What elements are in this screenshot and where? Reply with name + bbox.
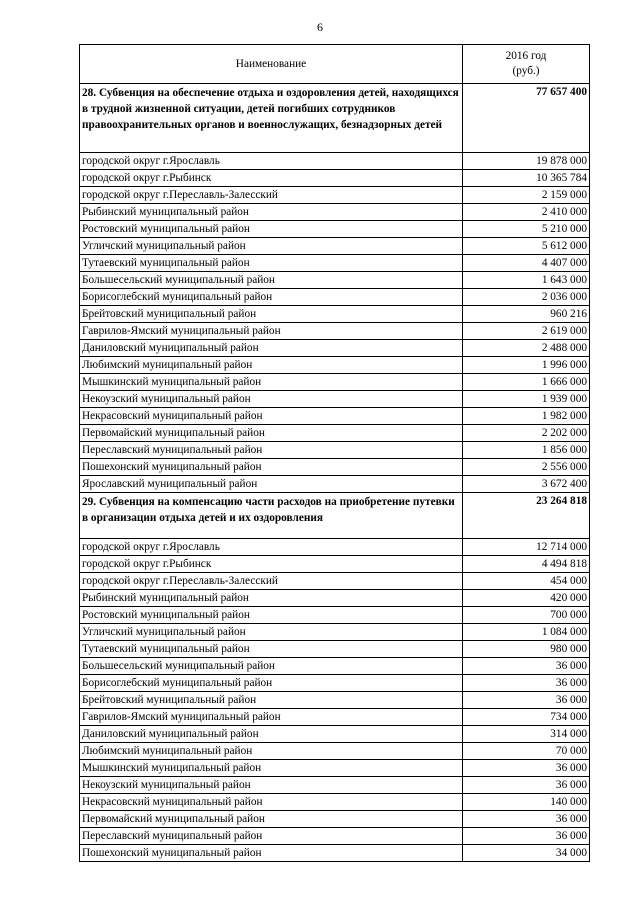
amount-value: 1 084 000 xyxy=(463,624,590,641)
amount-value: 10 365 784 xyxy=(463,170,590,187)
section-total: 77 657 400 xyxy=(463,84,590,153)
municipality-name: Даниловский муниципальный район xyxy=(80,726,463,743)
table-row xyxy=(80,828,590,845)
municipality-name: городской округ г.Рыбинск xyxy=(80,556,463,573)
year-header-label: 2016 год xyxy=(505,50,547,62)
municipality-name: Переславский муниципальный район xyxy=(80,828,463,845)
page-number: 6 xyxy=(317,20,323,34)
municipality-name: Некоузский муниципальный район xyxy=(80,777,463,794)
section-total: 23 264 818 xyxy=(463,493,590,539)
amount-value: 454 000 xyxy=(463,573,590,590)
municipality-name: Рыбинский муниципальный район xyxy=(80,590,463,607)
municipality-name: Борисоглебский муниципальный район xyxy=(80,289,463,306)
table-row xyxy=(80,442,590,459)
table-row xyxy=(80,170,590,187)
table-row xyxy=(80,539,590,556)
table-row xyxy=(80,221,590,238)
table-row xyxy=(80,709,590,726)
municipality-name: городской округ г.Переславль-Залесский xyxy=(80,573,463,590)
table-row xyxy=(80,323,590,340)
amount-value: 2 036 000 xyxy=(463,289,590,306)
amount-value: 1 643 000 xyxy=(463,272,590,289)
amount-value: 1 996 000 xyxy=(463,357,590,374)
table-row xyxy=(80,425,590,442)
amount-value: 1 666 000 xyxy=(463,374,590,391)
municipality-name: городской округ г.Переславль-Залесский xyxy=(80,187,463,204)
amount-value: 4 407 000 xyxy=(463,255,590,272)
table-row xyxy=(80,624,590,641)
amount-value: 140 000 xyxy=(463,794,590,811)
table-row xyxy=(80,255,590,272)
table-row xyxy=(80,743,590,760)
amount-value: 2 556 000 xyxy=(463,459,590,476)
municipality-name: Гаврилов-Ямский муниципальный район xyxy=(80,323,463,340)
amount-value: 700 000 xyxy=(463,607,590,624)
amount-value: 960 216 xyxy=(463,306,590,323)
table-row xyxy=(80,845,590,862)
municipality-name: Некоузский муниципальный район xyxy=(80,391,463,408)
municipality-name: Даниловский муниципальный район xyxy=(80,340,463,357)
table-row xyxy=(80,459,590,476)
budget-table xyxy=(79,44,590,862)
table-row xyxy=(80,476,590,493)
section-title: 29. Субвенция на компенсацию части расходов на приобретение путевки в организации отдыха детей и их оздоровления xyxy=(80,493,463,539)
amount-value: 34 000 xyxy=(463,845,590,862)
municipality-name: Ростовский муниципальный район xyxy=(80,607,463,624)
table-row xyxy=(80,641,590,658)
amount-value: 980 000 xyxy=(463,641,590,658)
municipality-name: Пошехонский муниципальный район xyxy=(80,845,463,862)
municipality-name: Тутаевский муниципальный район xyxy=(80,255,463,272)
table-row xyxy=(80,573,590,590)
table-row xyxy=(80,607,590,624)
municipality-name: Некрасовский муниципальный район xyxy=(80,408,463,425)
amount-value: 1 982 000 xyxy=(463,408,590,425)
municipality-name: Брейтовский муниципальный район xyxy=(80,692,463,709)
amount-value: 36 000 xyxy=(463,658,590,675)
table-row xyxy=(80,306,590,323)
section-header-row xyxy=(80,493,590,539)
table-row xyxy=(80,153,590,170)
municipality-name: Тутаевский муниципальный район xyxy=(80,641,463,658)
table-row xyxy=(80,374,590,391)
table-row xyxy=(80,777,590,794)
municipality-name: Переславский муниципальный район xyxy=(80,442,463,459)
amount-value: 36 000 xyxy=(463,675,590,692)
municipality-name: Рыбинский муниципальный район xyxy=(80,204,463,221)
municipality-name: Некрасовский муниципальный район xyxy=(80,794,463,811)
unit-header-label: (руб.) xyxy=(512,65,540,77)
municipality-name: городской округ г.Рыбинск xyxy=(80,170,463,187)
amount-value: 314 000 xyxy=(463,726,590,743)
amount-value: 2 410 000 xyxy=(463,204,590,221)
table-row xyxy=(80,238,590,255)
table-row xyxy=(80,590,590,607)
municipality-name: Большесельский муниципальный район xyxy=(80,658,463,675)
amount-value: 70 000 xyxy=(463,743,590,760)
table-body xyxy=(80,84,590,862)
table-row xyxy=(80,272,590,289)
municipality-name: Борисоглебский муниципальный район xyxy=(80,675,463,692)
municipality-name: Брейтовский муниципальный район xyxy=(80,306,463,323)
table-row xyxy=(80,760,590,777)
municipality-name: Любимский муниципальный район xyxy=(80,743,463,760)
table-row xyxy=(80,556,590,573)
section-header-row xyxy=(80,84,590,153)
municipality-name: Любимский муниципальный район xyxy=(80,357,463,374)
table-row xyxy=(80,675,590,692)
municipality-name: городской округ г.Ярославль xyxy=(80,153,463,170)
municipality-name: Ростовский муниципальный район xyxy=(80,221,463,238)
municipality-name: Большесельский муниципальный район xyxy=(80,272,463,289)
amount-value: 36 000 xyxy=(463,760,590,777)
table-row xyxy=(80,357,590,374)
municipality-name: Мышкинский муниципальный район xyxy=(80,374,463,391)
table-row xyxy=(80,408,590,425)
table-row xyxy=(80,187,590,204)
amount-value: 1 939 000 xyxy=(463,391,590,408)
amount-value: 36 000 xyxy=(463,692,590,709)
table-header-row xyxy=(80,45,590,84)
amount-value: 12 714 000 xyxy=(463,539,590,556)
amount-value: 36 000 xyxy=(463,811,590,828)
amount-value: 1 856 000 xyxy=(463,442,590,459)
table-row xyxy=(80,658,590,675)
amount-value: 2 488 000 xyxy=(463,340,590,357)
year-column-header xyxy=(463,45,590,84)
amount-value: 2 202 000 xyxy=(463,425,590,442)
amount-value: 36 000 xyxy=(463,777,590,794)
amount-value: 2 159 000 xyxy=(463,187,590,204)
municipality-name: Угличский муниципальный район xyxy=(80,624,463,641)
municipality-name: Гаврилов-Ямский муниципальный район xyxy=(80,709,463,726)
amount-value: 36 000 xyxy=(463,828,590,845)
table-row xyxy=(80,794,590,811)
table-row xyxy=(80,340,590,357)
table-row xyxy=(80,692,590,709)
amount-value: 19 878 000 xyxy=(463,153,590,170)
table-row xyxy=(80,289,590,306)
municipality-name: Пошехонский муниципальный район xyxy=(80,459,463,476)
table-row xyxy=(80,204,590,221)
amount-value: 5 210 000 xyxy=(463,221,590,238)
table-row xyxy=(80,391,590,408)
section-title: 28. Субвенция на обеспечение отдыха и оздоровления детей, находящихся в трудной жизненной ситуации, детей погибших сотрудников правоохранительных органов и военнослужащих, безнадзорных детей xyxy=(80,84,463,153)
municipality-name: Мышкинский муниципальный район xyxy=(80,760,463,777)
table-row xyxy=(80,726,590,743)
municipality-name: Первомайский муниципальный район xyxy=(80,425,463,442)
amount-value: 734 000 xyxy=(463,709,590,726)
amount-value: 420 000 xyxy=(463,590,590,607)
municipality-name: городской округ г.Ярославль xyxy=(80,539,463,556)
municipality-name: Угличский муниципальный район xyxy=(80,238,463,255)
amount-value: 5 612 000 xyxy=(463,238,590,255)
name-column-header: Наименование xyxy=(80,45,463,84)
amount-value: 3 672 400 xyxy=(463,476,590,493)
amount-value: 4 494 818 xyxy=(463,556,590,573)
table-row xyxy=(80,811,590,828)
amount-value: 2 619 000 xyxy=(463,323,590,340)
municipality-name: Ярославский муниципальный район xyxy=(80,476,463,493)
municipality-name: Первомайский муниципальный район xyxy=(80,811,463,828)
